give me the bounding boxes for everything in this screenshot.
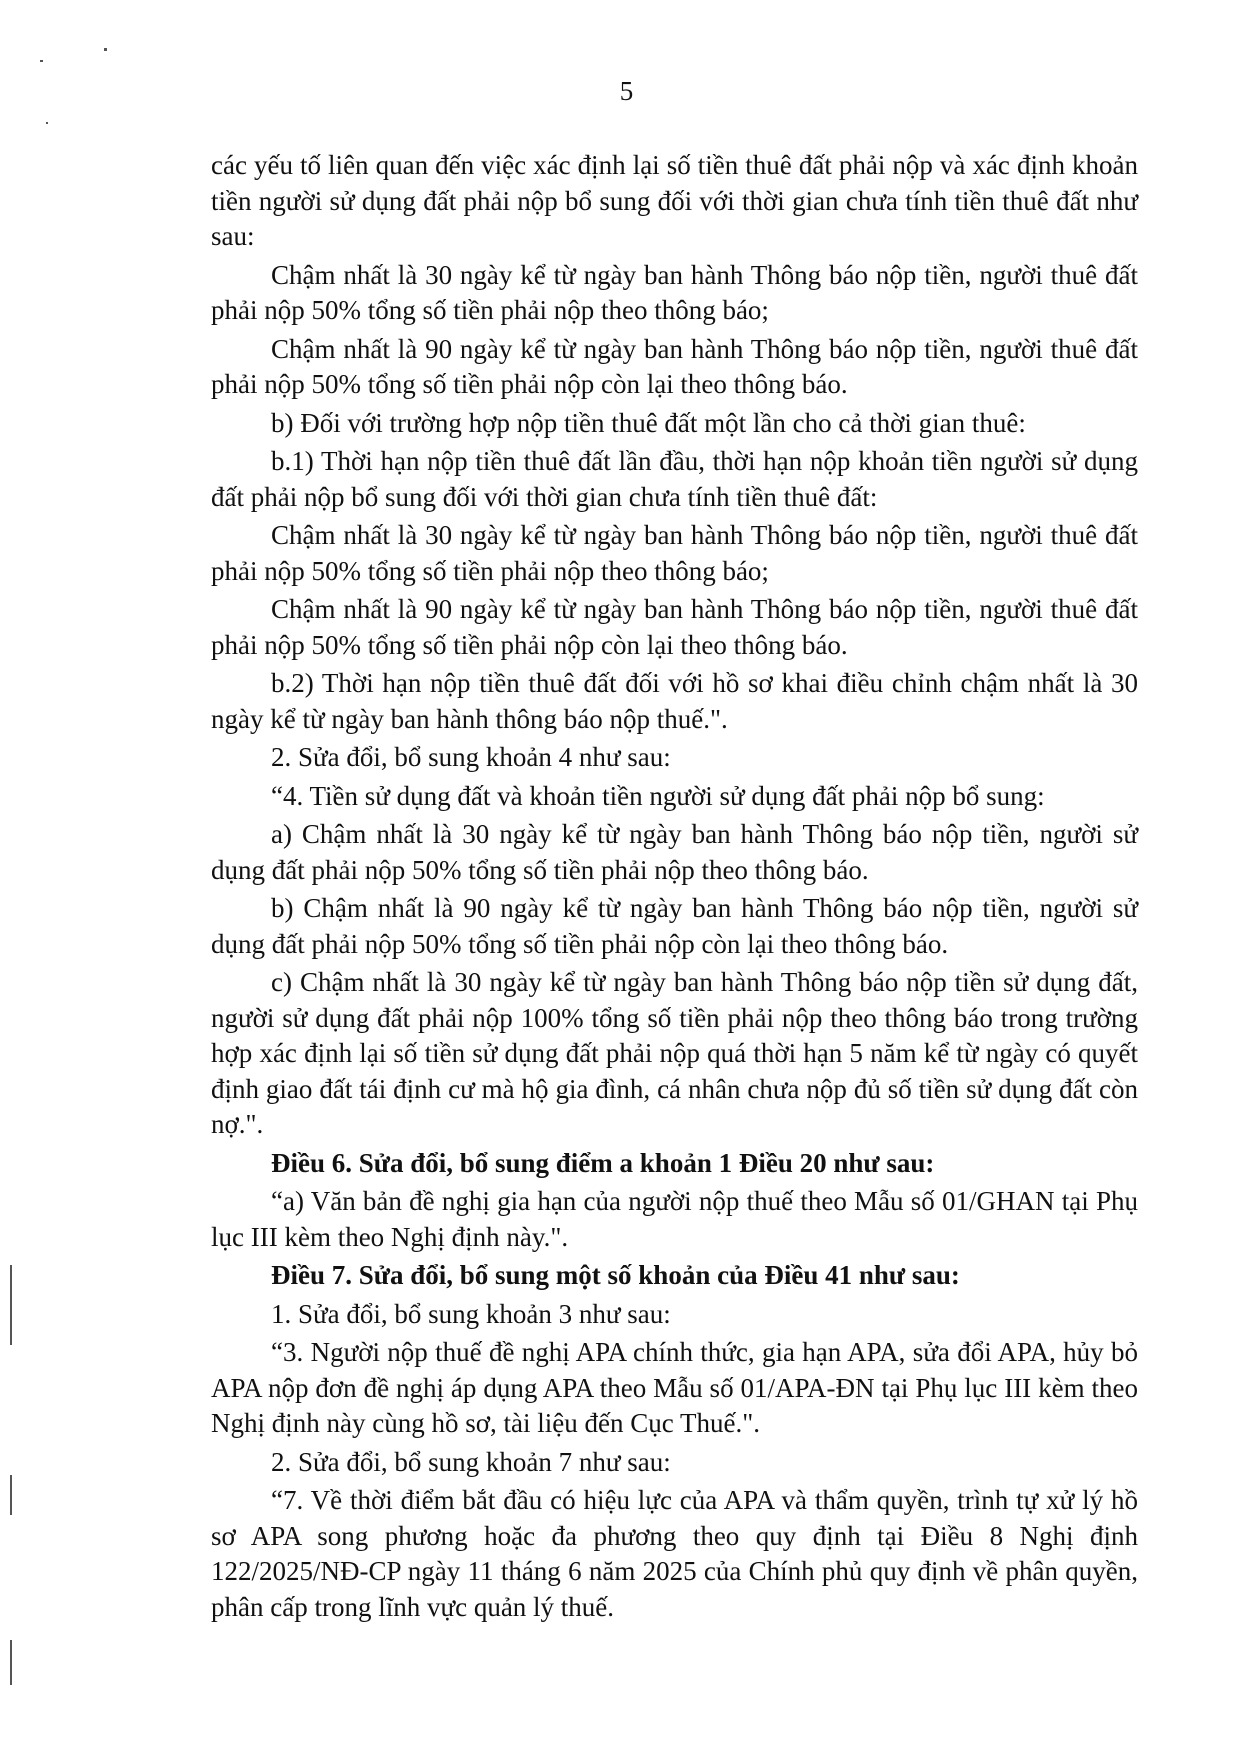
- scan-artifact: [40, 60, 43, 62]
- paragraph: 1. Sửa đổi, bổ sung khoản 3 như sau:: [271, 1298, 671, 1329]
- scan-artifact: [46, 122, 48, 124]
- paragraph: “7. Về thời điểm bắt đầu có hiệu lực của APA và thẩm quyền, trình tự xử lý hồ sơ APA song phương hoặc đa phương theo quy định tại Điều 8 Nghị định 122/2025/NĐ-CP ngày 11 tháng 6 năm 2025 của Chính phủ quy định về phân quyền, phân cấp trong lĩnh vực quản lý thuế.: [211, 1485, 1138, 1622]
- paragraph: Chậm nhất là 30 ngày kể từ ngày ban hành Thông báo nộp tiền, người thuê đất phải nộp 50% tổng số tiền phải nộp theo thông báo;: [211, 259, 1138, 325]
- page-number: 5: [619, 76, 634, 106]
- article-heading: Điều 7. Sửa đổi, bổ sung một số khoản của Điều 41 như sau:: [271, 1260, 960, 1290]
- paragraph: 2. Sửa đổi, bổ sung khoản 7 như sau:: [271, 1446, 671, 1477]
- paragraph: b) Đối với trường hợp nộp tiền thuê đất một lần cho cả thời gian thuê:: [271, 407, 1026, 438]
- paragraph: c) Chậm nhất là 30 ngày kể từ ngày ban hành Thông báo nộp tiền sử dụng đất, người sử dụng đất phải nộp 100% tổng số tiền phải nộp theo thông báo trong trường hợp xác định lại số tiền sử dụng đất phải nộp quá thời hạn 5 năm kể từ ngày có quyết định giao đất tái định cư mà hộ gia đình, cá nhân chưa nộp đủ số tiền sử dụng đất còn nợ.".: [211, 967, 1138, 1139]
- paragraph: “a) Văn bản đề nghị gia hạn của người nộp thuế theo Mẫu số 01/GHAN tại Phụ lục III kèm theo Nghị định này.".: [211, 1186, 1138, 1252]
- paragraph: “4. Tiền sử dụng đất và khoản tiền người sử dụng đất phải nộp bổ sung:: [271, 780, 1045, 811]
- scan-artifact: [10, 1640, 12, 1685]
- scan-artifact: [10, 1265, 12, 1345]
- paragraph: b.2) Thời hạn nộp tiền thuê đất đối với hồ sơ khai điều chỉnh chậm nhất là 30 ngày kể từ ngày ban hành thông báo nộp thuế.".: [211, 668, 1138, 734]
- paragraph: Chậm nhất là 90 ngày kể từ ngày ban hành Thông báo nộp tiền, người thuê đất phải nộp 50% tổng số tiền phải nộp còn lại theo thông báo.: [211, 594, 1138, 660]
- paragraph: các yếu tố liên quan đến việc xác định lại số tiền thuê đất phải nộp và xác định khoản tiền người sử dụng đất phải nộp bổ sung đối với thời gian chưa tính tiền thuê đất như sau:: [211, 150, 1138, 251]
- document-body: [211, 148, 1138, 1628]
- paragraph: b.1) Thời hạn nộp tiền thuê đất lần đầu, thời hạn nộp khoản tiền người sử dụng đất phải nộp bổ sung đối với thời gian chưa tính tiền thuê đất:: [211, 446, 1138, 512]
- paragraph: b) Chậm nhất là 90 ngày kể từ ngày ban hành Thông báo nộp tiền, người sử dụng đất phải nộp 50% tổng số tiền phải nộp còn lại theo thông báo.: [211, 893, 1138, 959]
- paragraph: Chậm nhất là 30 ngày kể từ ngày ban hành Thông báo nộp tiền, người thuê đất phải nộp 50% tổng số tiền phải nộp theo thông báo;: [211, 520, 1138, 586]
- paragraph: 2. Sửa đổi, bổ sung khoản 4 như sau:: [271, 742, 671, 772]
- paragraph: Chậm nhất là 90 ngày kể từ ngày ban hành Thông báo nộp tiền, người thuê đất phải nộp 50% tổng số tiền phải nộp còn lại theo thông báo.: [211, 333, 1138, 399]
- article-heading: Điều 6. Sửa đổi, bổ sung điểm a khoản 1 Điều 20 như sau:: [271, 1147, 935, 1178]
- paragraph: a) Chậm nhất là 30 ngày kể từ ngày ban hành Thông báo nộp tiền, người sử dụng đất phải nộp 50% tổng số tiền phải nộp theo thông báo.: [211, 819, 1138, 885]
- paragraph: “3. Người nộp thuế đề nghị APA chính thức, gia hạn APA, sửa đổi APA, hủy bỏ APA nộp đơn đề nghị áp dụng APA theo Mẫu số 01/APA-ĐN tại Phụ lục III kèm theo Nghị định này cùng hồ sơ, tài liệu đến Cục Thuế.".: [211, 1337, 1138, 1438]
- scan-artifact: [10, 1475, 12, 1515]
- scan-artifact: [104, 48, 107, 51]
